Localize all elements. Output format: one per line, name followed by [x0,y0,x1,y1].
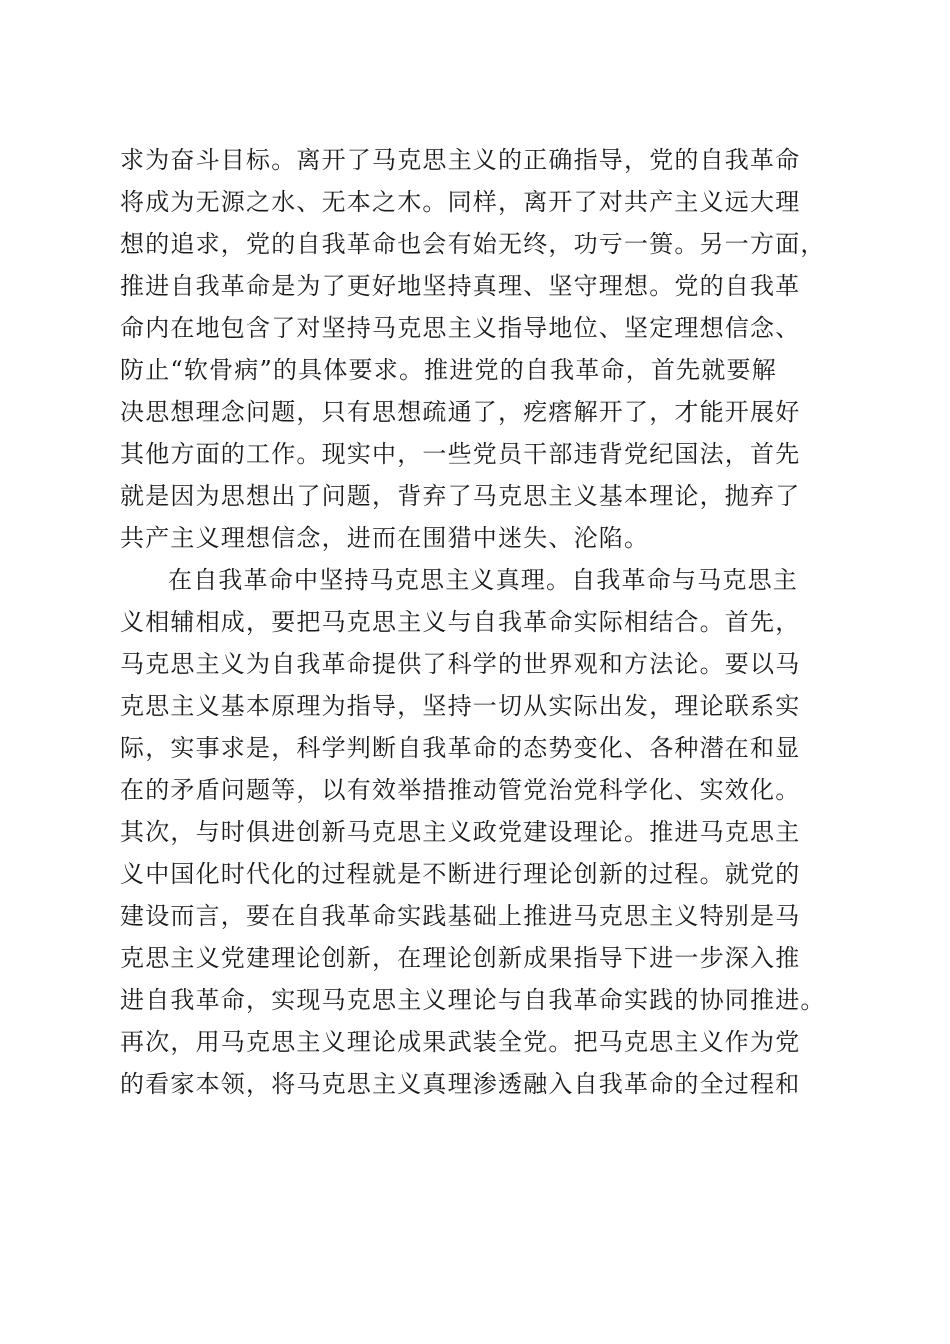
text-line: 命内在地包含了对坚持马克思主义指导地位、坚定理想信念、 [120,314,801,342]
text-line: 在自我革命中坚持马克思主义真理。自我革命与马克思主 [168,566,798,594]
text-line: 克思主义党建理论创新，在理论创新成果指导下进一步深入推 [120,944,801,972]
text-line: 想的追求，党的自我革命也会有始无终，功亏一篑。另一方面， [120,230,826,258]
text-line: 共产主义理想信念，进而在围猎中迷失、沦陷。 [120,524,650,552]
text-line: 建设而言，要在自我革命实践基础上推进马克思主义特别是马 [120,902,801,930]
text-line: 义中国化时代化的过程就是不断进行理论创新的过程。就党的 [120,860,801,888]
text-line: 推进自我革命是为了更好地坚持真理、坚守理想。党的自我革 [120,272,801,300]
text-line: 在的矛盾问题等，以有效举措推动管党治党科学化、实效化。 [120,776,801,804]
text-line: 再次，用马克思主义理论成果武装全党。把马克思主义作为党 [120,1028,801,1056]
text-line: 马克思主义为自我革命提供了科学的世界观和方法论。要以马 [120,650,801,678]
text-line: 义相辅相成，要把马克思主义与自我革命实际相结合。首先， [120,608,801,636]
text-line: 际，实事求是，科学判断自我革命的态势变化、各种潜在和显 [120,734,801,762]
text-line: 将成为无源之水、无本之木。同样，离开了对共产主义远大理 [120,188,801,216]
text-line: 求为奋斗目标。离开了马克思主义的正确指导，党的自我革命 [120,146,801,174]
text-line: 决思想理念问题，只有思想疏通了，疙瘩解开了，才能开展好 [120,398,801,426]
text-line: 其次，与时俱进创新马克思主义政党建设理论。推进马克思主 [120,818,801,846]
text-line: 其他方面的工作。现实中，一些党员干部违背党纪国法，首先 [120,440,801,468]
text-line: 防止“软骨病”的具体要求。推进党的自我革命，首先就要解 [120,356,777,384]
text-line: 就是因为思想出了问题，背弃了马克思主义基本理论，抛弃了 [120,482,801,510]
text-line: 克思主义基本原理为指导，坚持一切从实际出发，理论联系实 [120,692,801,720]
text-line: 的看家本领，将马克思主义真理渗透融入自我革命的全过程和 [120,1070,801,1098]
text-line: 进自我革命，实现马克思主义理论与自我革命实践的协同推进。 [120,986,826,1014]
